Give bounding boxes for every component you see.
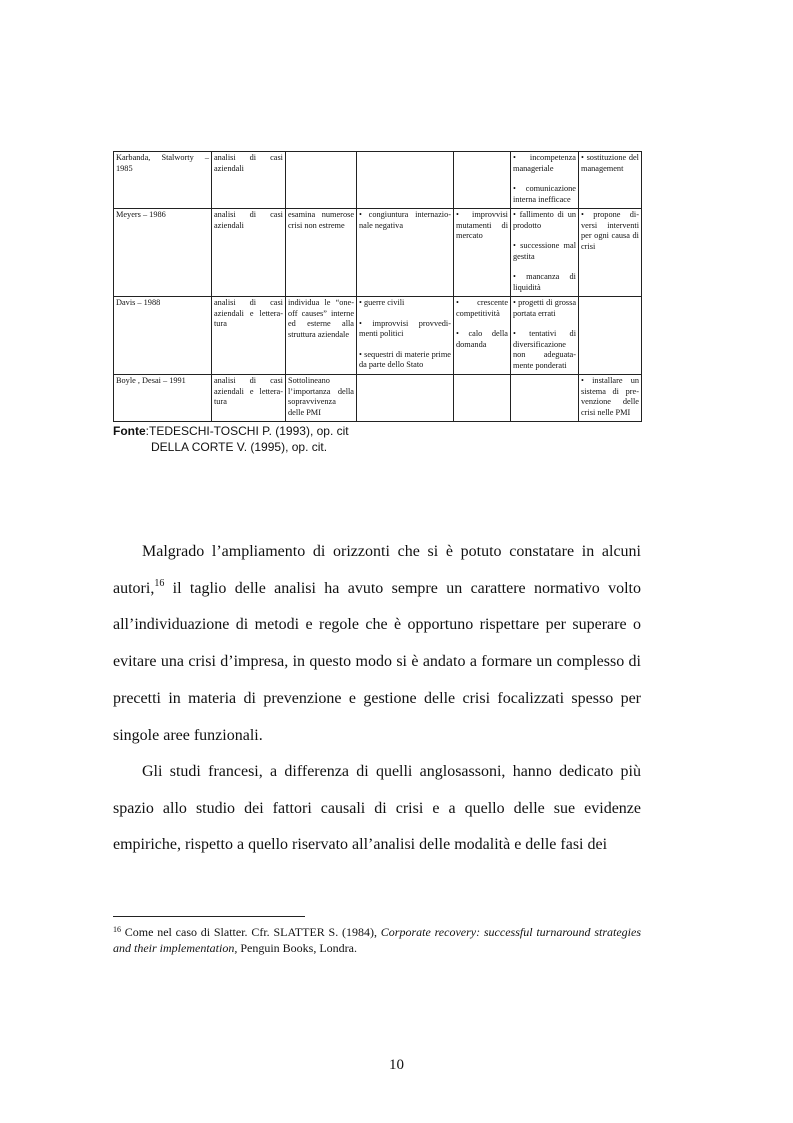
cell-external — [357, 375, 454, 422]
footnote-ref-16: 16 — [154, 577, 165, 589]
source-ref-2: DELLA CORTE V. (1995), op. cit. — [151, 439, 328, 454]
source-line-1: Fonte:TEDESCHI-TOSCHI P. (1993), op. cit — [113, 424, 349, 438]
table-row — [114, 297, 642, 375]
bullet-item: • installare un sistema di pre-venzione delle crisi nelle PMI — [581, 376, 639, 418]
p1-text-start: Malgrado l’ampliamento di orizzonti che si è potuto constatare in alcuni autori, — [113, 543, 641, 597]
bullet-item: • progetti di grossa portata errati — [513, 298, 576, 319]
bullet-item: • sequestri di materie prime da parte dello Stato — [359, 350, 451, 371]
cell-internal — [511, 209, 579, 297]
p1-text-end: il taglio delle analisi ha avuto sempre un carattere normativo volto all’individuazione di metodi e regole che è opportuno rispettare per superare o evitare una crisi d’impresa, in questo modo si è andato a formare un complesso di precetti in materia di prevenzione e gestione delle crisi focalizzati spesso per singole aree funzionali. — [113, 579, 641, 744]
bullet-item: • crescente competitività — [456, 298, 508, 319]
cell-method: analisi di casi aziendali e lettera-tura — [212, 297, 286, 375]
cell-remedies — [579, 209, 642, 297]
cell-notes — [286, 152, 357, 209]
bullet-item: • mancanza di liquidità — [513, 272, 576, 293]
cell-notes: esamina numerose crisi non estreme — [286, 209, 357, 297]
cell-remedies — [579, 297, 642, 375]
cell-remedies — [579, 152, 642, 209]
cell-author: Boyle , Desai – 1991 — [114, 375, 212, 422]
bullet-item: • successione mal gestita — [513, 241, 576, 262]
cell-market — [454, 209, 511, 297]
cell-external — [357, 297, 454, 375]
table-row — [114, 152, 642, 209]
cell-method: analisi di casi aziendali — [212, 152, 286, 209]
footnote-number: 16 — [113, 925, 121, 934]
cell-notes: Sottolineano l’importanza della sopravvivenza delle PMI — [286, 375, 357, 422]
bullet-item: • congiuntura internazio-nale negativa — [359, 210, 451, 231]
bullet-item: • incompetenza manageriale — [513, 153, 576, 174]
causes-table-body — [114, 152, 642, 422]
cell-market — [454, 297, 511, 375]
cell-author: Karbanda, Stalworty – 1985 — [114, 152, 212, 209]
cell-internal — [511, 152, 579, 209]
body-paragraph-1 — [113, 534, 641, 754]
table-row — [114, 209, 642, 297]
footnote-16 — [113, 925, 641, 956]
cell-method: analisi di casi aziendali e lettera-tura — [212, 375, 286, 422]
source-ref-1: TEDESCHI-TOSCHI P. (1993), op. cit — [149, 424, 349, 438]
table-row — [114, 375, 642, 422]
table-source — [113, 424, 349, 455]
cell-market — [454, 152, 511, 209]
bullet-item: • improvvisi mutamenti di mercato — [456, 210, 508, 242]
page-number: 10 — [389, 1057, 404, 1073]
bullet-item: • fallimento di un prodotto — [513, 210, 576, 231]
cell-method: analisi di casi aziendali — [212, 209, 286, 297]
footnote-publisher: Penguin Books, Londra. — [237, 940, 357, 955]
footnote-text: Come nel caso di Slatter. Cfr. SLATTER S. (1984), — [121, 925, 381, 939]
bullet-item: • guerre civili — [359, 298, 451, 309]
bullet-item: • sostituzione del management — [581, 153, 639, 174]
cell-author: Meyers – 1986 — [114, 209, 212, 297]
source-label: Fonte — [113, 424, 146, 438]
bullet-item: • propone di-versi interventi per ogni causa di crisi — [581, 210, 639, 252]
cell-external — [357, 209, 454, 297]
cell-internal — [511, 297, 579, 375]
cell-notes: individua le “one-off causes” interne ed esterne alla struttura aziendale — [286, 297, 357, 375]
footnote-separator — [113, 916, 305, 917]
cell-remedies — [579, 375, 642, 422]
cell-author: Davis – 1988 — [114, 297, 212, 375]
footnote-book-title: Corporate recovery: successful turnaround strategies and their implementation, — [113, 925, 641, 955]
cell-market — [454, 375, 511, 422]
body-paragraph-2: Gli studi francesi, a differenza di quelli anglosassoni, hanno dedicato più spazio allo studio dei fattori causali di crisi e a quello delle sue evidenze empiriche, rispetto a quello riservato all’analisi delle modalità e delle fasi dei — [113, 763, 641, 854]
bullet-item: • calo della domanda — [456, 329, 508, 350]
cell-internal — [511, 375, 579, 422]
bullet-item: • improvvisi provvedi-menti politici — [359, 319, 451, 340]
bullet-item: • comunicazione interna inefficace — [513, 184, 576, 205]
cell-external — [357, 152, 454, 209]
bullet-item: • tentativi di diversificazione non adeguata-mente ponderati — [513, 329, 576, 371]
causes-table — [113, 151, 642, 422]
